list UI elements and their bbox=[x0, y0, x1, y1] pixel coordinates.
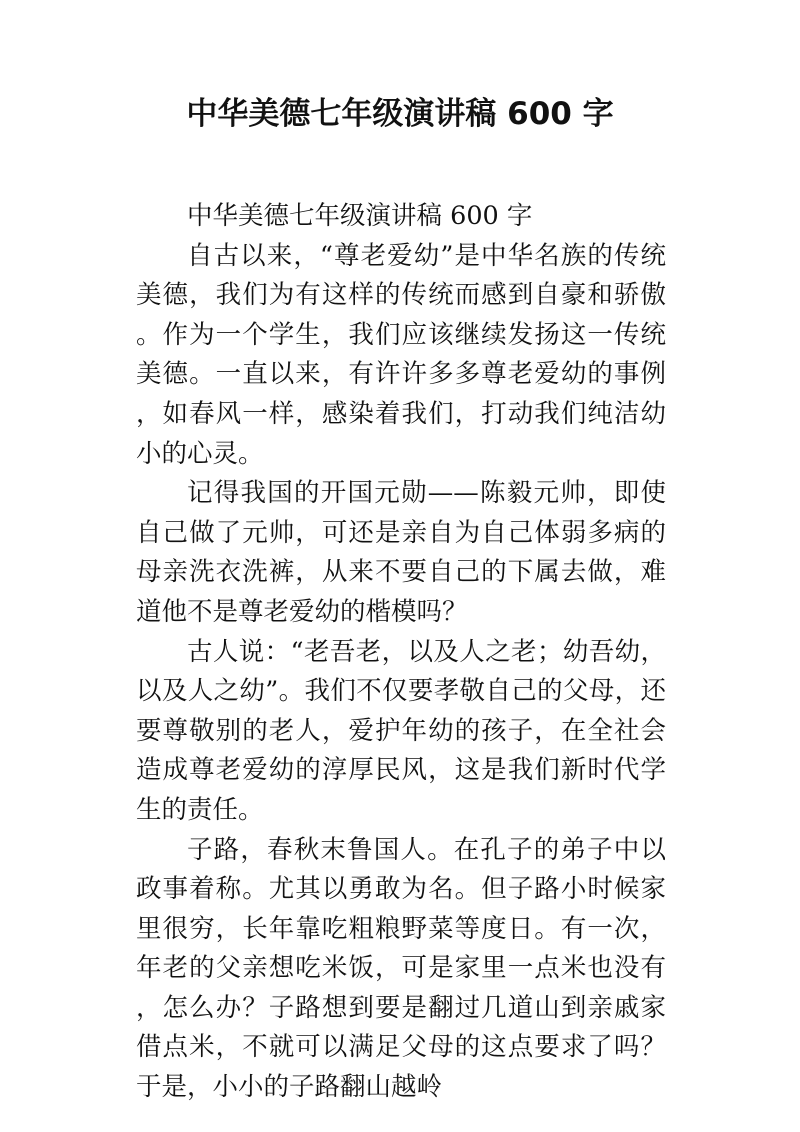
paragraph-zilu: 子路，春秋末鲁国人。在孔子的弟子中以政事着称。尤其以勇敢为名。但子路小时候家里很穷，长年靠吃粗粮野菜等度日。有一次，年老的父亲想吃米饭，可是家里一点米也没有，怎么办？子路想到要是翻过几道山到亲戚家借点米，不就可以满足父母的这点要求了吗？于是，小小的子路翻山越岭 bbox=[136, 834, 666, 1103]
document-body bbox=[136, 197, 666, 1108]
paragraph-ancient-saying: 古人说：“老吾老，以及人之老；幼吾幼，以及人之幼”。我们不仅要孝敬自己的父母，还要尊敬别的老人，爱护年幼的孩子，在全社会造成尊老爱幼的淳厚民风，这是我们新时代学生的责任。 bbox=[136, 636, 666, 825]
paragraph-respect-elders: 自古以来，“尊老爱幼”是中华名族的传统美德，我们为有这样的传统而感到自豪和骄傲。作为一个学生，我们应该继续发扬这一传统美德。一直以来，有许许多多尊老爱幼的事例，如春风一样，感染着我们，打动我们纯洁幼小的心灵。 bbox=[136, 240, 666, 469]
document-title: 中华美德七年级演讲稿 600 字 bbox=[186, 96, 614, 132]
paragraph-chen-yi: 记得我国的开国元勋——陈毅元帅，即使自己做了元帅，可还是亲自为自己体弱多病的母亲洗衣洗裤，从来不要自己的下属去做，难道他不是尊老爱幼的楷模吗？ bbox=[136, 478, 666, 627]
paragraph-subtitle: 中华美德七年级演讲稿 600 字 bbox=[187, 201, 533, 231]
